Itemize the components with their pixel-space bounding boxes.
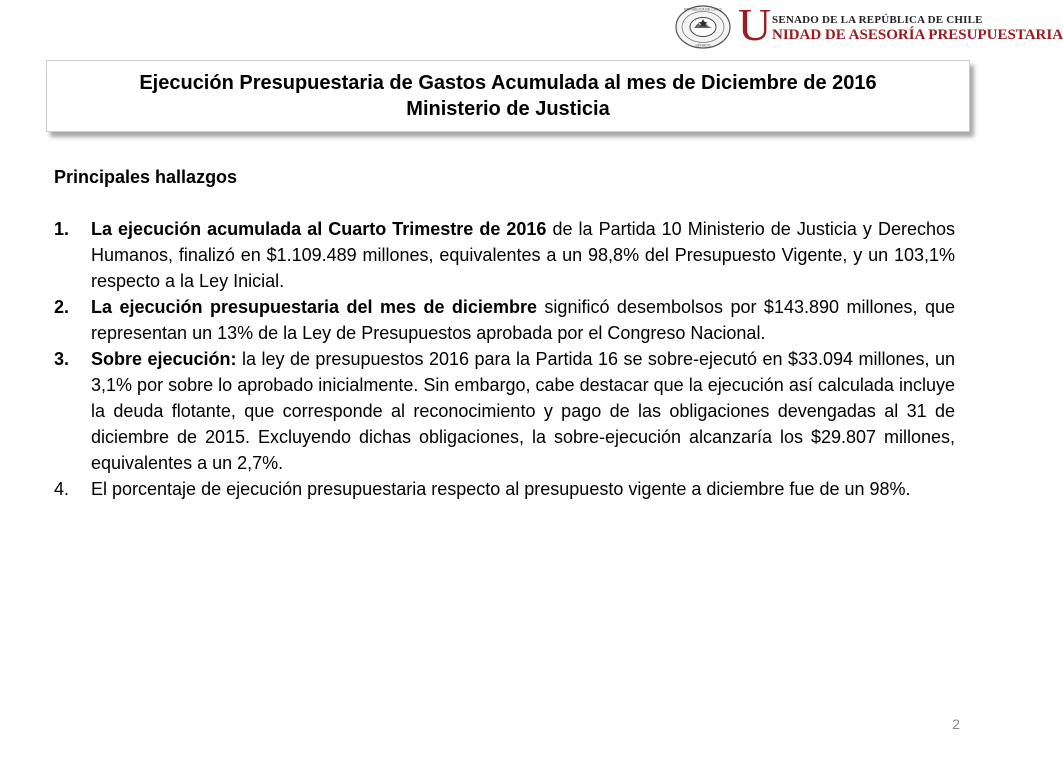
findings-section [54,164,955,502]
logo-initial: U [738,0,772,50]
finding-number: 2. [54,297,70,317]
finding-text: El porcentaje de ejecución presupuestaria respecto al presupuesto vigente a diciembre fue de un 98%. [91,479,911,499]
svg-text:REPÚBLICA DE CHILE: REPÚBLICA DE CHILE [684,7,722,12]
finding-text: la ley de presupuestos 2016 para la Partida 16 se sobre-ejecutó en $33.094 millones, un 3,1% por sobre lo aprobado inicialmente. Sin embargo, cabe destacar que la ejecución así calculada incluye la deuda flotante, que corresponde al reconocimiento y pago de las obligaciones devengadas al 31 de diciembre de 2015. Excluyendo dichas obligaciones, la sobre-ejecución alcanzaría los $29.807 millones, equivalentes a un 2,7%. [91,349,955,473]
finding-item-1 [54,216,955,294]
finding-text: significó desembolsos por $143.890 millones, que representan un 13% de la Ley de Presupuestos aprobada por el Congreso Nacional. [91,297,955,343]
slide-title-box [46,60,970,132]
logo-unit-name: NIDAD DE ASESORÍA PRESUPUESTARIA [772,27,1063,43]
finding-highlight: La ejecución presupuestaria del mes de diciembre [91,297,537,317]
senate-seal-icon [674,4,732,50]
findings-heading: Principales hallazgos [54,167,238,187]
slide-title: Ejecución Presupuestaria de Gastos Acumulada al mes de Diciembre de 2016 [139,72,877,94]
finding-highlight: Sobre ejecución: [91,349,237,369]
finding-highlight: La ejecución acumulada al Cuarto Trimestre de 2016 [91,219,547,239]
finding-number: 4. [54,479,70,499]
finding-text: de la Partida 10 Ministerio de Justicia y Derechos Humanos, finalizó en $1.109.489 millones, equivalentes a un 98,8% del Presupuesto Vigente, y un 103,1% respecto a la Ley Inicial. [91,219,955,291]
slide-subtitle: Ministerio de Justicia [406,98,610,120]
logo-senate-name: SENADO DE LA REPÚBLICA DE CHILE [772,14,983,26]
finding-item-3 [54,346,955,476]
svg-text:SENADO: SENADO [695,43,711,48]
finding-item-2 [54,294,955,346]
finding-number: 1. [54,219,70,239]
finding-item-4 [54,476,955,502]
findings-list [54,216,955,502]
page-number: 2 [952,716,960,732]
senate-logo [672,0,1063,50]
finding-number: 3. [54,349,70,369]
